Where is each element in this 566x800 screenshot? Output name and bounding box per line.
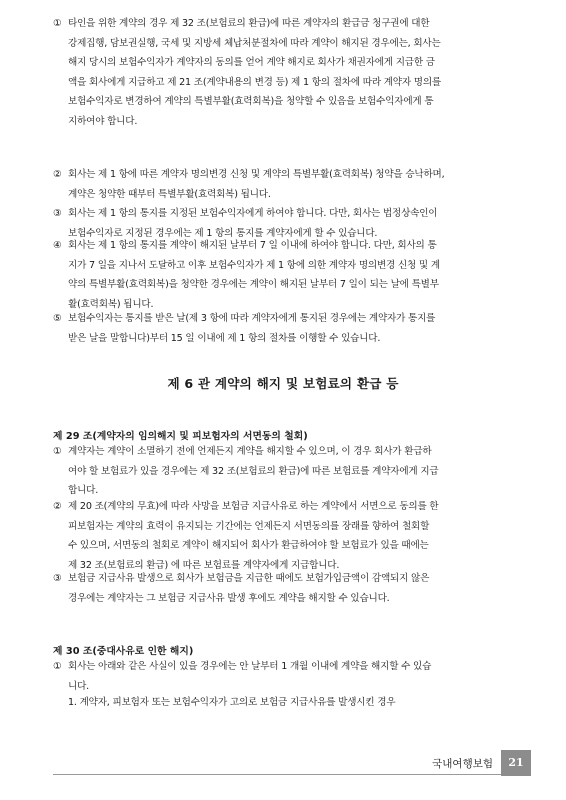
list-item bbox=[53, 569, 513, 608]
item-number: ⑤ bbox=[53, 313, 62, 324]
footer-divider bbox=[53, 774, 515, 775]
item-text: 계약자는 계약이 소멸하기 전에 언제든지 계약을 해지할 수 있으며, 이 경우 회사가 환급하 여야 할 보험료가 있을 경우에는 제 32 조(보험료의 환급)에 따른 보험료를 계약자에게 지급 합니다. bbox=[68, 446, 439, 497]
item-number: ① bbox=[53, 661, 62, 672]
item-text: 보험금 지급사유 발생으로 회사가 보험금을 지급한 때에도 보험가입금액이 감액되지 않은 경우에는 계약자는 그 보험금 지급사유 발생 후에도 계약을 해지할 수 있습니다. bbox=[68, 573, 430, 604]
list-item bbox=[53, 236, 513, 314]
list-item bbox=[53, 165, 513, 204]
sub-list-item: 1. 계약자, 피보험자 또는 보험수익자가 고의로 보험금 지급사유를 발생시킨 경우 bbox=[68, 697, 396, 708]
page-number: 21 bbox=[501, 750, 531, 776]
item-text: 회사는 제 1 항의 통지를 지정된 보험수익자에게 하여야 합니다. 다만, 회사는 법정상속인이 보험수익자로 지정된 경우에는 제 1 항의 통지를 계약자에게 할 수 있습니다. bbox=[68, 208, 438, 239]
list-item bbox=[53, 309, 513, 348]
item-text: 보험수익자는 통지를 받은 날(제 3 항에 따라 계약자에게 통지된 경우에는 계약자가 통지를 받은 날을 말합니다)부터 15 일 이내에 제 1 항의 절차를 이행할 수 있습니다. bbox=[68, 313, 436, 344]
item-number: ③ bbox=[53, 208, 62, 219]
footer-doc-name: 국내여행보험 bbox=[432, 758, 493, 770]
item-number: ④ bbox=[53, 240, 62, 251]
item-text: 회사는 아래와 같은 사실이 있을 경우에는 안 날부터 1 개월 이내에 계약을 해지할 수 있습 니다. bbox=[68, 661, 432, 692]
item-number: ② bbox=[53, 169, 62, 180]
item-number: ② bbox=[53, 501, 62, 512]
item-text: 타인을 위한 계약의 경우 제 32 조(보험료의 환급)에 따른 계약자의 환급금 청구권에 대한 강제집행, 담보권실행, 국세 및 지방세 체납처분절차에 따라 계약이 해지된 경우에는, 회사는 해지 당시의 보험수익자가 계약자의 동의를 얻어 계약 해지로 회사가 채권자에게 지급한 금 액을 회사에게 지급하고 제 21 조(계약내용의 변경 등) 제 1 항의 절차에 따라 계약자 명의를 보험수익자로 변경하여 계약의 특별부활(효력회복)을 청약할 수 있음을 보험수익자에게 통 지하여야 합니다. bbox=[68, 18, 441, 127]
item-number: ① bbox=[53, 18, 62, 29]
item-number: ③ bbox=[53, 573, 62, 584]
list-item bbox=[53, 497, 513, 575]
list-item bbox=[53, 14, 513, 132]
section-title: 제 6 관 계약의 해지 및 보험료의 환급 등 bbox=[167, 376, 399, 391]
list-item bbox=[53, 442, 513, 501]
article-title: 제 30 조(중대사유로 인한 해지) bbox=[53, 646, 194, 657]
article-title: 제 29 조(계약자의 임의해지 및 피보험자의 서면동의 철회) bbox=[53, 431, 308, 442]
item-text: 회사는 제 1 항에 따른 계약자 명의변경 신청 및 계약의 특별부활(효력회복) 청약을 승낙하며, 계약은 청약한 때부터 특별부활(효력회복) 됩니다. bbox=[68, 169, 445, 200]
item-text: 제 20 조(계약의 무효)에 따라 사망을 보험금 지급사유로 하는 계약에서 서면으로 동의를 한 피보험자는 계약의 효력이 유지되는 기간에는 언제든지 서면동의를 장래를 향하여 철회할 수 있으며, 서면동의 철회로 계약이 해지되어 회사가 환급하여야 할 보험료가 있을 때에는 제 32 조(보험료의 환급) 에 따른 보험료를 계약자에게 지급합니다. bbox=[68, 501, 439, 571]
item-text: 회사는 제 1 항의 통지를 계약이 해지된 날부터 7 일 이내에 하여야 합니다. 다만, 회사의 통 지가 7 일을 지나서 도달하고 이후 보험수익자가 제 1 항에 의한 계약자 명의변경 신청 및 계 약의 특별부활(효력회복)을 청약한 경우에는 계약이 해지된 날부터 7 일이 되는 날에 특별부 활(효력회복) 됩니다. bbox=[68, 240, 440, 310]
item-number: ① bbox=[53, 446, 62, 457]
list-item bbox=[53, 657, 513, 696]
